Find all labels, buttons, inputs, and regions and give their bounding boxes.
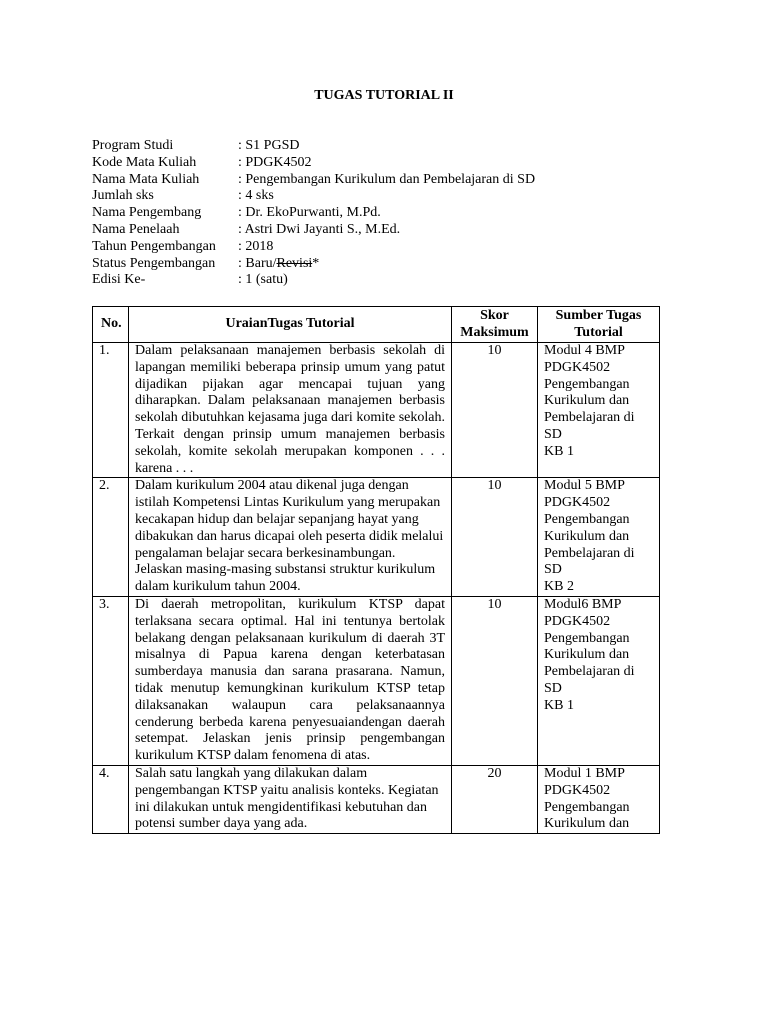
info-value-prefix: : Baru/ (238, 255, 277, 271)
task-source-line: Modul 5 BMP (544, 478, 625, 494)
task-source-line: Pembelajaran di (544, 664, 635, 680)
info-row (92, 138, 535, 155)
task-score: 10 (452, 478, 538, 597)
info-value: : Dr. EkoPurwanti, M.Pd. (238, 205, 381, 221)
info-value-suffix: * (312, 255, 320, 271)
info-label: Edisi Ke- (92, 272, 146, 288)
info-value (238, 256, 535, 273)
task-source-line: SD (544, 562, 562, 578)
table-header-row (93, 307, 660, 343)
info-label: Kode Mata Kuliah (92, 154, 197, 170)
info-label: Nama Penelaah (92, 221, 180, 237)
header-skor: Skor Maksimum (452, 307, 538, 343)
info-row (92, 239, 535, 256)
task-number: 3. (93, 596, 129, 765)
info-label: Nama Mata Kuliah (92, 171, 200, 187)
info-value: : 4 sks (238, 188, 274, 204)
info-row (92, 256, 535, 273)
course-info (92, 138, 535, 289)
task-source (538, 765, 660, 833)
task-description: Dalam kurikulum 2004 atau dikenal juga dengan istilah Kompetensi Lintas Kurikulum yang merupakan kecakapan hidup dan belajar sepanjang hayat yang dibakukan dan harus dicapai oleh peserta didik melalui pengalaman belajar secara berkesinambungan. Jelaskan masing-masing substansi struktur kurikulum dalam kurikulum tahun 2004. (129, 478, 452, 597)
task-source-line: Pengembangan (544, 376, 630, 392)
task-description: Di daerah metropolitan, kurikulum KTSP dapat terlaksana secara optimal. Hal ini tentunya bertolak belakang dengan pelaksanaan kurikulum di daerah 3T misalnya di Papua karena dengan keterbatasan sumberdaya manusia dan sarana prasarana. Namun, tidak menutup kemungkinan kurikulum KTSP tetap dilaksanakan walaupun cara pelaksanaannya cenderung berbeda karena penyesuaiandengan daerah setempat. Jelaskan jenis prinsip pengembangan kurikulum KTSP dalam fenomena di atas. (129, 596, 452, 765)
task-description: Dalam pelaksanaan manajemen berbasis sekolah di lapangan memiliki beberapa prinsip umum yang patut dijadikan pijakan agar mencapai tujuan yang diharapkan. Dalam pelaksanaan manajemen berbasis sekolah dibutuhkan kejasama juga dari komite sekolah. Terkait dengan prinsip umum manajemen berbasis sekolah, komite sekolah merupakan komponen . . . karena . . . (129, 343, 452, 478)
task-source-line: PDGK4502 (544, 782, 611, 798)
info-value: : Astri Dwi Jayanti S., M.Ed. (238, 221, 401, 237)
info-label: Nama Pengembang (92, 205, 202, 221)
task-source-line: Pembelajaran di (544, 410, 635, 426)
task-source-line: Modul6 BMP (544, 596, 622, 612)
task-source-line: Pengembangan (544, 511, 630, 527)
info-label: Status Pengembangan (92, 255, 216, 271)
task-source-line: SD (544, 426, 562, 442)
task-source-line: KB 1 (544, 697, 574, 713)
header-uraian: UraianTugas Tutorial (129, 307, 452, 343)
task-source (538, 343, 660, 478)
info-row (92, 222, 535, 239)
task-table (92, 306, 660, 834)
task-description: Salah satu langkah yang dilakukan dalam pengembangan KTSP yaitu analisis konteks. Kegiatan ini dilakukan untuk mengidentifikasi kebutuhan dan potensi sumber daya yang ada. (129, 765, 452, 833)
info-value: : 1 (satu) (238, 272, 288, 288)
task-source-line: Kurikulum dan (544, 393, 630, 409)
task-source-line: KB 2 (544, 579, 574, 595)
info-label: Jumlah sks (92, 188, 154, 204)
info-value-struck: Revisi (276, 255, 313, 271)
task-number: 1. (93, 343, 129, 478)
info-row (92, 205, 535, 222)
info-value: : 2018 (238, 238, 274, 254)
task-source-line: PDGK4502 (544, 613, 611, 629)
info-row (92, 172, 535, 189)
task-score: 20 (452, 765, 538, 833)
info-row (92, 272, 535, 289)
header-sumber: Sumber Tugas Tutorial (538, 307, 660, 343)
page-title: TUGAS TUTORIAL II (314, 88, 454, 103)
info-row (92, 188, 535, 205)
info-row (92, 155, 535, 172)
info-label: Tahun Pengembangan (92, 238, 216, 254)
task-source-line: Kurikulum dan (544, 816, 630, 832)
info-value: : S1 PGSD (238, 138, 300, 153)
task-source-line: Pengembangan (544, 630, 630, 646)
info-value: : Pengembangan Kurikulum dan Pembelajaran di SD (238, 171, 536, 187)
task-source-line: SD (544, 680, 562, 696)
task-source-line: KB 1 (544, 443, 574, 459)
task-source-line: Kurikulum dan (544, 528, 630, 544)
task-source-line: Modul 4 BMP (544, 343, 625, 358)
table-row (93, 343, 660, 478)
task-source-line: Pengembangan (544, 799, 630, 815)
task-source (538, 478, 660, 597)
task-source-line: Modul 1 BMP (544, 765, 625, 781)
table-row (93, 765, 660, 833)
table-row (93, 596, 660, 765)
task-source-line: Kurikulum dan (544, 647, 630, 663)
task-source-line: Pembelajaran di (544, 545, 635, 561)
info-value: : PDGK4502 (238, 154, 312, 170)
table-row (93, 478, 660, 597)
task-number: 4. (93, 765, 129, 833)
task-score: 10 (452, 596, 538, 765)
task-source-line: PDGK4502 (544, 495, 611, 511)
task-source-line: PDGK4502 (544, 359, 611, 375)
task-source (538, 596, 660, 765)
task-number: 2. (93, 478, 129, 597)
info-label: Program Studi (92, 138, 174, 153)
header-no: No. (93, 307, 129, 343)
task-score: 10 (452, 343, 538, 478)
